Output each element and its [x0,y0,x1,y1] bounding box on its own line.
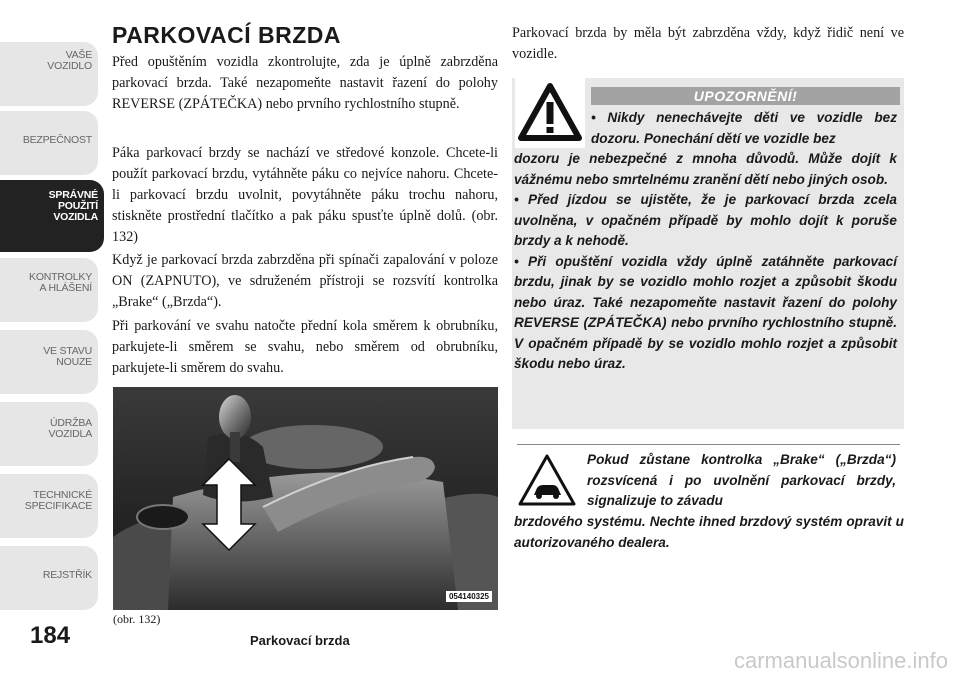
paragraph-3: Když je parkovací brzda zabrzděna při spínači zapalování v poloze ON (ZAPNUTO), ve sdruženém přístroji se rozsvítí kontrolka „Brake“ („Brzda“). [112,252,498,310]
sidebar-tab-bezpecnost[interactable] [0,111,98,175]
sidebar-tab-kontrolky[interactable] [0,258,98,322]
sidebar-tab-udrzba-vozidla[interactable] [0,402,98,466]
warning-header: UPOZORNĚNÍ! [591,87,900,105]
sidebar-tab-spravne-pouziti-vozidla[interactable] [0,180,104,252]
sidebar-tab-vase-vozidlo[interactable] [0,42,98,106]
tab-label: KONTROLKY [29,271,92,283]
paragraph-4: Při parkování ve svahu natočte přední kola směrem k obrubníku, parkujete-li směrem se svahu, nebo směrem od obrubníku, parkujete-li směrem do svahu. [112,318,498,376]
sidebar-tab-ve-stavu-nouze[interactable] [0,330,98,394]
parking-brake-lever-illustration [113,387,498,610]
tab-label: VAŠE [65,49,92,61]
tab-label: SPRÁVNÉ [48,189,98,201]
tab-label: TECHNICKÉ [33,489,92,501]
sidebar-tab-technicke-specifikace[interactable] [0,474,98,538]
watermark: carmanualsonline.info [733,648,948,673]
tab-label: SPECIFIKACE [24,500,92,512]
page-heading: PARKOVACÍ BRZDA [112,22,341,48]
note-divider [517,444,900,445]
figure-caption: (obr. 132) [113,612,161,626]
tab-label: BEZPEČNOST [22,134,92,146]
parking-brake-figure [113,387,498,610]
warning-icon [515,78,585,148]
sidebar-tab-rejstrik[interactable] [0,546,98,610]
footer-section-title: Parkovací brzda [250,633,350,648]
brake-warning-icon [516,450,578,512]
intro-text: Parkovací brzda by měla být zabrzděna vždy, když řidič není ve vozidle. [512,25,904,62]
tab-label: VOZIDLA [48,428,92,440]
tab-label: A HLÁŠENÍ [39,282,92,294]
warning-text-first: • Nikdy nenechávejte děti ve vozidle bez dozoru. Ponechání dětí ve vozidle bez [591,110,897,146]
warning-text: dozoru je nebezpečné z mnoha důvodů. Může dojít k vážnému nebo smrtelnému zranění dětí nebo jiných osob. • Před jízdou se ujistěte, že je parkovací brzda zcela uvolněna, v opačném případě by mohlo dojít k poruše brzdy a k nehodě. • Při opuštění vozidla vždy úplně zatáhněte parkovací brzdu, jinak by se vozidlo mohlo rozjet a způsobit škodu nebo úraz. Také nezapomeňte nastavit řazení do polohy REVERSE (ZPÁTEČKA) nebo prvního rychlostního stupně. V opačném případě by se vozidlo mohlo rozjet a způsobit škodu nebo úraz. [514,151,897,371]
page-number: 184 [30,622,71,649]
tab-label: POUŽITÍ [57,200,98,212]
tab-label: VOZIDLA [53,211,98,223]
tab-label: VE STAVU [43,345,92,357]
tab-label: REJSTŘÍK [42,569,92,581]
tab-label: VOZIDLO [47,60,92,72]
note-text-first: Pokud zůstane kontrolka „Brake“ („Brzda“) rozsvícená i po uvolnění parkovací brzdy, signalizuje to závadu [587,452,896,508]
paragraph-1: Před opuštěním vozidla zkontrolujte, zda je úplně zabrzděna parkovací brzda. Také nezapomeňte nastavit řazení do polohy REVERSE (ZPÁTEČKA) nebo prvního rychlostního stupně. [112,54,498,112]
figure-code: 054140325 [446,591,492,602]
paragraph-2: Páka parkovací brzdy se nachází ve středové konzole. Chcete-li použít parkovací brzdu, vytáhněte páku co nejvíce nahoru. Chcete-li parkovací brzdu uvolnit, povytáhněte páku trochu nahoru, stiskněte prostřední tlačítko a pak páku spusťte úplně dolů. (obr. 132) [112,145,498,245]
tab-label: ÚDRŽBA [50,417,92,429]
note-text: brzdového systému. Nechte ihned brzdový systém opravit u autorizovaného dealera. [514,514,904,550]
tab-label: NOUZE [56,356,92,368]
